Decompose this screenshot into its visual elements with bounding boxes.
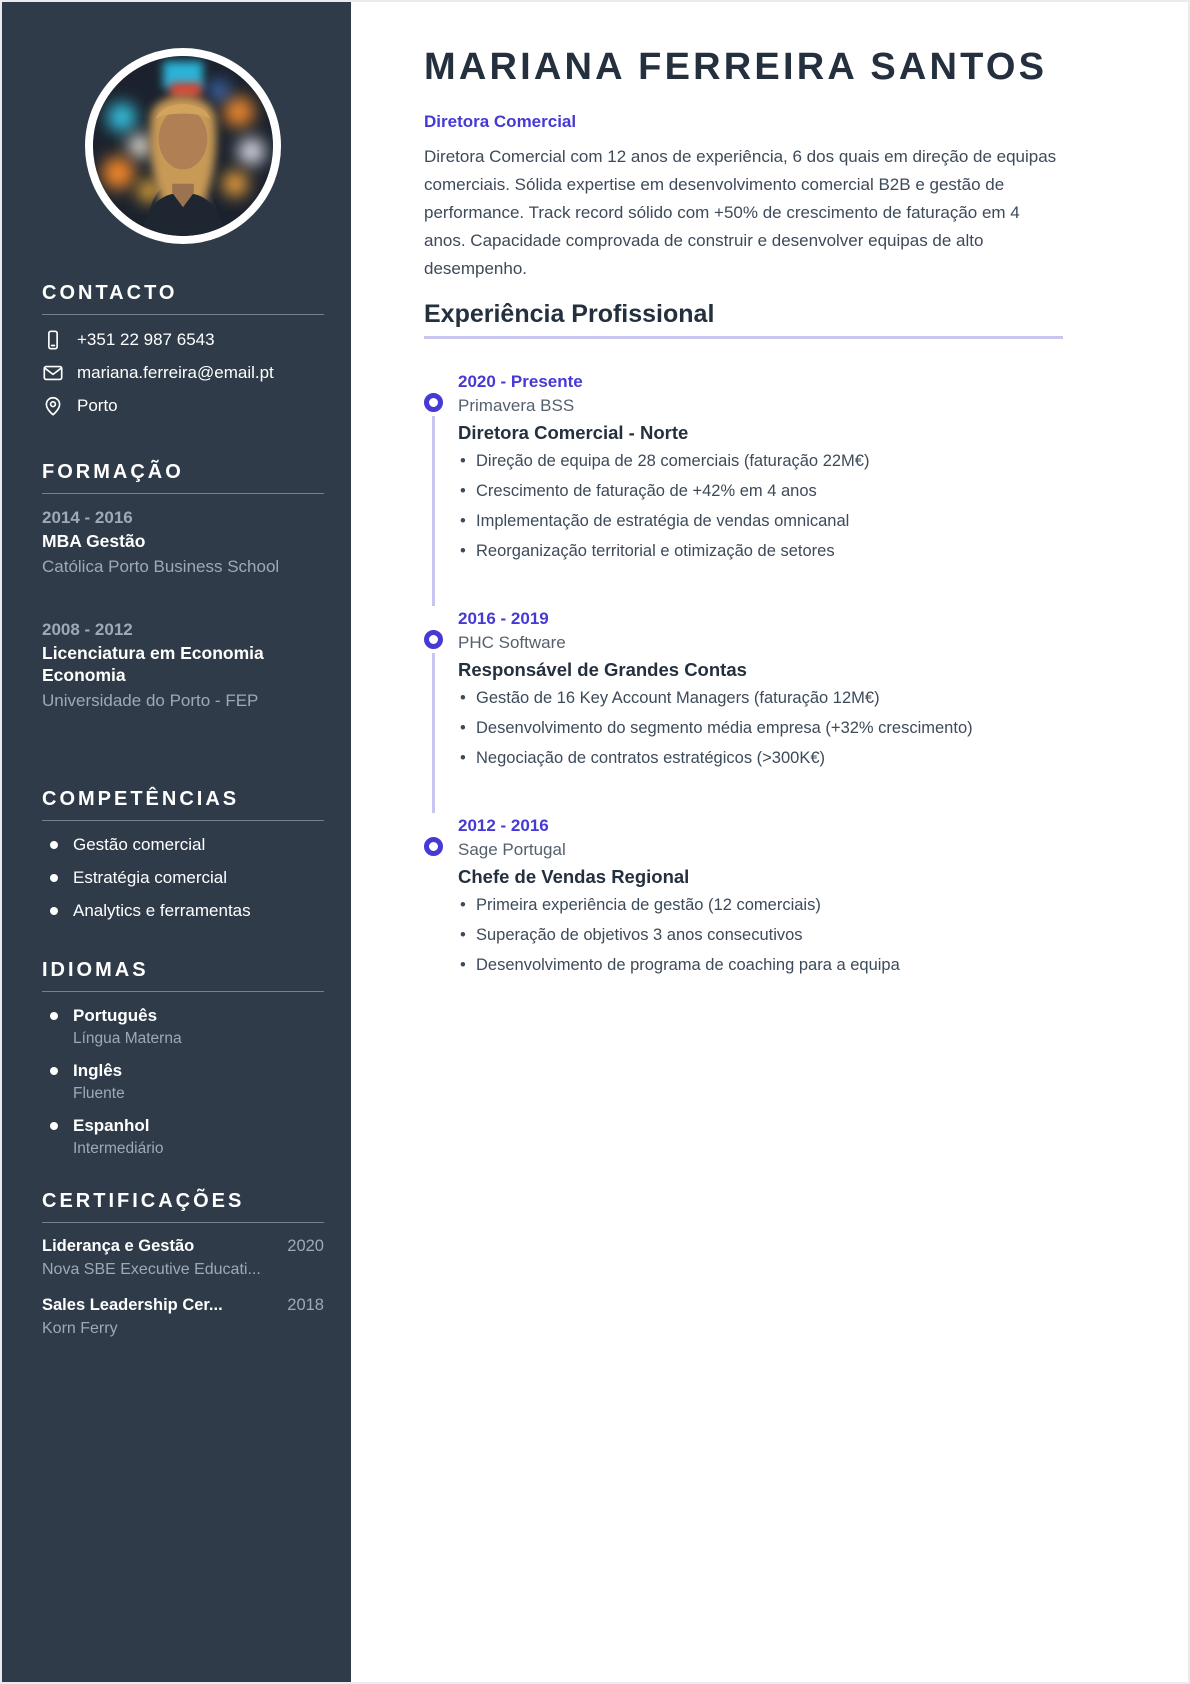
contact-item-phone	[42, 329, 324, 351]
language-item	[42, 1061, 324, 1103]
certifications-heading: CERTIFICAÇÕES	[42, 1189, 245, 1212]
skills-section	[42, 788, 324, 921]
skill-item	[42, 901, 324, 921]
education-school: Universidade do Porto - FEP	[42, 690, 259, 710]
certification-issuer: Nova SBE Executive Educati...	[42, 1260, 261, 1278]
entry-bullet-list	[458, 451, 1063, 562]
education-period: 2014 - 2016	[42, 508, 133, 527]
certification-name: Sales Leadership Cer...	[42, 1295, 223, 1314]
entry-company: PHC Software	[458, 633, 566, 653]
language-name: Inglês	[73, 1060, 123, 1080]
contact-item-email	[42, 362, 324, 384]
entry-bullet: • Gestão de 16 Key Account Managers (faturação 12M€)	[458, 688, 1063, 709]
bullet-dot	[50, 1122, 58, 1130]
language-item	[42, 1006, 324, 1048]
skill-item	[42, 835, 324, 855]
contact-email-text: mariana.ferreira@email.pt	[77, 363, 274, 382]
location-icon	[42, 395, 64, 417]
certification-item	[42, 1237, 324, 1279]
entry-period: 2016 - 2019	[458, 609, 549, 629]
language-item	[42, 1116, 324, 1158]
certification-year: 2018	[287, 1295, 324, 1314]
bullet-dot	[50, 1012, 58, 1020]
section-divider	[42, 1222, 324, 1223]
education-item	[42, 508, 324, 578]
certification-item	[42, 1296, 324, 1338]
timeline-entry	[424, 609, 1063, 769]
contact-phone-text: +351 22 987 6543	[77, 330, 215, 349]
skills-heading: COMPETÊNCIAS	[42, 787, 240, 810]
experience-heading-underline	[424, 336, 1063, 339]
bullet-dot	[50, 874, 58, 882]
phone-icon	[42, 329, 64, 351]
certification-name: Liderança e Gestão	[42, 1236, 195, 1255]
section-divider	[42, 493, 324, 494]
job-title: Diretora Comercial	[424, 112, 577, 131]
entry-bullet: • Direção de equipa de 28 comerciais (faturação 22M€)	[458, 451, 1063, 472]
contact-item-location	[42, 395, 324, 417]
language-level: Língua Materna	[73, 1029, 182, 1047]
entry-bullet: • Reorganização territorial e otimização de setores	[458, 541, 1063, 562]
timeline-entry	[424, 372, 1063, 562]
contact-heading: CONTACTO	[42, 282, 178, 304]
section-divider	[42, 314, 324, 315]
skill-label: Gestão comercial	[73, 834, 206, 854]
entry-role: Responsável de Grandes Contas	[458, 659, 747, 681]
person-name: MARIANA FERREIRA SANTOS	[424, 46, 1048, 88]
timeline-entry	[424, 816, 1063, 976]
profile-summary: Diretora Comercial com 12 anos de experiência, 6 dos quais em direção de equipas comerciais. Sólida expertise em desenvolvimento comercial B2B e gestão de performance. Track record sólido com +50% de crescimento de faturação em 4 anos. Capacidade comprovada de construir e desenvolver equipas de alto desempenho.	[424, 147, 1057, 279]
education-degree: Licenciatura em Economia Economia	[42, 642, 264, 685]
entry-bullet: • Crescimento de faturação de +42% em 4 anos	[458, 481, 1063, 502]
timeline-marker-icon	[424, 630, 443, 649]
entry-role: Diretora Comercial - Norte	[458, 422, 689, 444]
entry-bullet: • Superação de objetivos 3 anos consecutivos	[458, 925, 1063, 946]
sidebar	[2, 2, 351, 1682]
certification-year: 2020	[287, 1236, 324, 1255]
bullet-dot	[50, 1067, 58, 1075]
entry-company: Sage Portugal	[458, 840, 566, 860]
entry-bullet: • Negociação de contratos estratégicos (>300K€)	[458, 748, 1063, 769]
contact-section	[42, 282, 324, 417]
skill-item	[42, 868, 324, 888]
language-level: Intermediário	[73, 1139, 164, 1157]
language-name: Português	[73, 1005, 158, 1025]
certifications-section	[42, 1190, 324, 1338]
entry-bullet-list	[458, 688, 1063, 769]
education-period: 2008 - 2012	[42, 619, 133, 639]
entry-company: Primavera BSS	[458, 396, 575, 416]
education-school: Católica Porto Business School	[42, 556, 280, 576]
entry-role: Chefe de Vendas Regional	[458, 866, 690, 888]
entry-period: 2012 - 2016	[458, 816, 549, 836]
languages-section	[42, 959, 324, 1158]
education-item	[42, 620, 324, 712]
bullet-dot	[50, 907, 58, 915]
profile-photo-image	[93, 56, 273, 236]
profile-photo	[85, 48, 281, 244]
main-content	[351, 2, 1188, 1682]
entry-bullet-list	[458, 895, 1063, 976]
entry-period: 2020 - Presente	[458, 372, 583, 392]
entry-bullet: • Desenvolvimento do segmento média empresa (+32% crescimento)	[458, 718, 1063, 739]
bullet-dot	[50, 841, 58, 849]
languages-heading: IDIOMAS	[42, 958, 149, 981]
timeline-marker-icon	[424, 837, 443, 856]
section-divider	[42, 820, 324, 821]
entry-bullet: • Implementação de estratégia de vendas omnicanal	[458, 511, 1063, 532]
education-degree: MBA Gestão	[42, 531, 146, 551]
skill-label: Estratégia comercial	[73, 867, 228, 887]
certification-issuer: Korn Ferry	[42, 1319, 118, 1337]
experience-heading: Experiência Profissional	[424, 300, 715, 329]
entry-bullet: • Desenvolvimento de programa de coaching para a equipa	[458, 955, 1063, 976]
education-heading: FORMAÇÃO	[42, 461, 184, 483]
entry-bullet: • Primeira experiência de gestão (12 comerciais)	[458, 895, 1063, 916]
skill-label: Analytics e ferramentas	[73, 900, 251, 920]
education-section	[42, 461, 324, 712]
contact-location-text: Porto	[77, 396, 118, 415]
experience-timeline	[424, 372, 1063, 976]
timeline-marker-icon	[424, 393, 443, 412]
language-level: Fluente	[73, 1084, 125, 1102]
language-name: Espanhol	[73, 1115, 150, 1135]
mail-icon	[42, 362, 64, 384]
section-divider	[42, 991, 324, 992]
